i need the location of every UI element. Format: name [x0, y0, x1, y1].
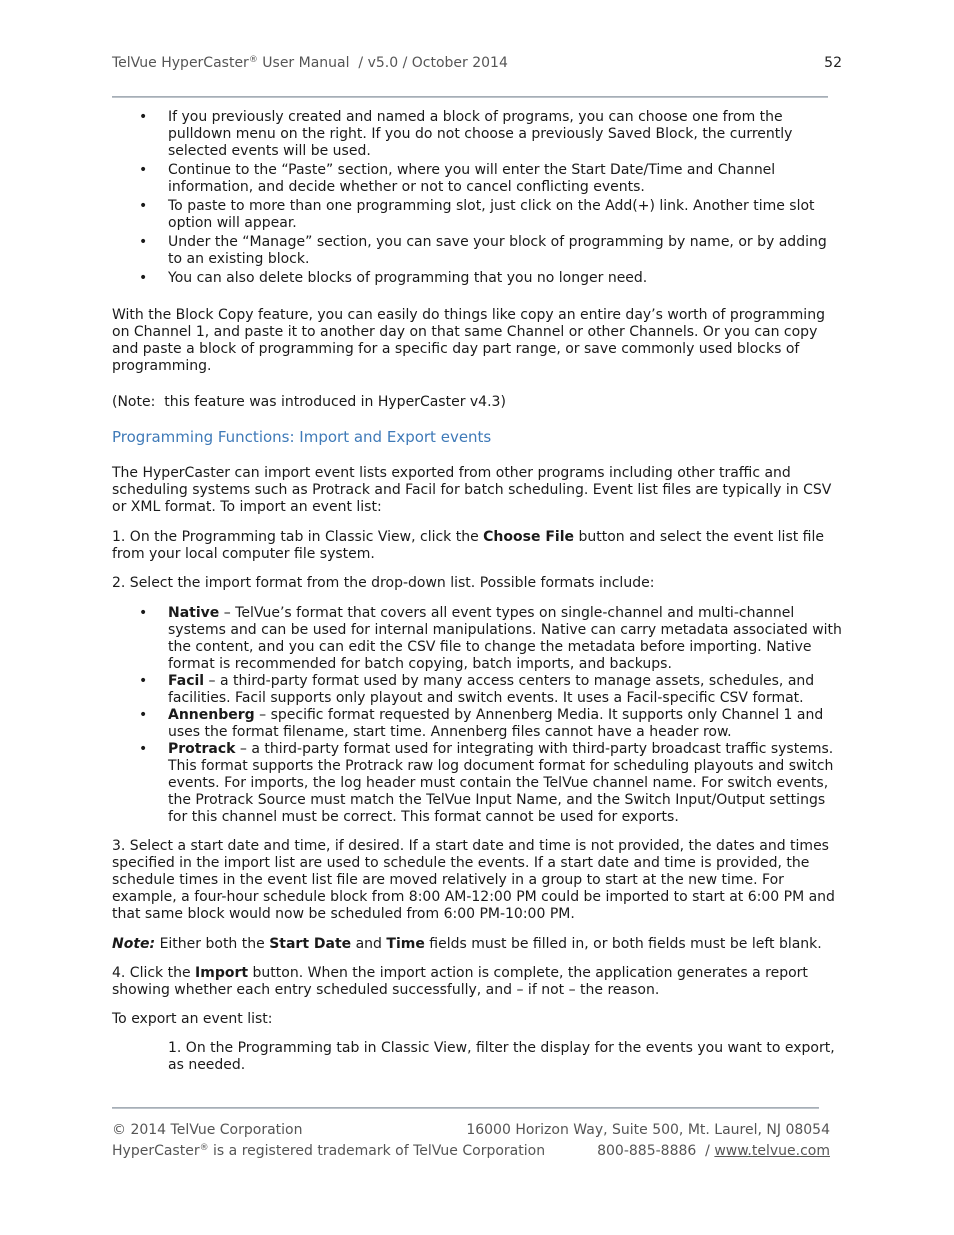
list-item: • Continue to the “Paste” section, where you will enter the Start Date/Time and Channel information, and decide whether or not to cancel conflicting events. — [112, 162, 842, 196]
list-item: • You can also delete blocks of programming that you no longer need. — [112, 270, 842, 287]
import-step-2: 2. Select the import format from the drop-down list. Possible formats include: — [112, 575, 655, 591]
header-divider — [112, 96, 828, 98]
page-number: 52 — [824, 55, 842, 71]
export-step-1: 1. On the Programming tab in Classic View, filter the display for the events you want to export, as needed. — [168, 1040, 835, 1073]
footer-divider — [112, 1107, 819, 1109]
fields-note: Note: Either both the Start Date and Time fields must be filled in, or both fields must be left blank. — [112, 936, 822, 952]
header-title: TelVue HyperCaster® User Manual / v5.0 / October 2014 — [112, 55, 508, 71]
block-copy-paragraph: With the Block Copy feature, you can easily do things like copy an entire day’s worth of programming on Channel 1, and paste it to another day on that same Channel or other Channels. Or you can copy and paste a block of programming for a specific day part range, or save commonly used blocks of programming. — [112, 307, 825, 374]
export-intro: To export an event list: — [112, 1011, 273, 1027]
footer-address: 16000 Horizon Way, Suite 500, Mt. Laurel, NJ 08054 — [466, 1122, 830, 1138]
list-item: • To paste to more than one programming slot, just click on the Add(+) link. Another time slot option will appear. — [112, 198, 842, 232]
footer-trademark: HyperCaster® is a registered trademark of TelVue Corporation — [112, 1143, 546, 1159]
website-link[interactable]: www.telvue.com — [714, 1143, 830, 1159]
format-item-native: • Native – TelVue’s format that covers all event types on single-channel and multi-channel systems and can be used for internal manipulations. Native can carry metadata associated with the content, and you can edit the CSV file to change the metadata before importing. Native format is recommended for batch copying, batch imports, and backups. — [112, 605, 842, 673]
page-body — [112, 109, 842, 1074]
list-item: • Under the “Manage” section, you can save your block of programming by name, or by adding to an existing block. — [112, 234, 842, 268]
import-step-3: 3. Select a start date and time, if desired. If a start date and time is not provided, the dates and times specified in the import list are used to schedule the events. If a start date and time is provided, the schedule times in the event list file are moved relatively in a group to start at the new time. For example, a four-hour schedule block from 8:00 AM-12:00 PM could be imported to start at 6:00 PM and that same block would now be scheduled from 6:00 PM-10:00 PM. — [112, 838, 835, 922]
footer-copyright: © 2014 TelVue Corporation — [112, 1122, 303, 1138]
block-copy-steps — [112, 109, 842, 287]
import-format-list — [112, 605, 842, 826]
import-step-4: 4. Click the Import button. When the import action is complete, the application generates a report showing whether each entry scheduled successfully, and – if not – the reason. — [112, 965, 808, 998]
page-header — [112, 55, 842, 72]
format-item-protrack: • Protrack – a third-party format used for integrating with third-party broadcast traffic systems. This format supports the Protrack raw log document format for scheduling playouts and switch events. For imports, the log header must contain the TelVue channel name. For switch events, the Protrack Source must match the TelVue Input Name, and the Switch Input/Output settings for this channel must be correct. This format cannot be used for exports. — [112, 741, 842, 826]
footer-line-2 — [112, 1143, 830, 1160]
version-note: (Note: this feature was introduced in HyperCaster v4.3) — [112, 394, 506, 410]
format-item-annenberg: • Annenberg – specific format requested by Annenberg Media. It supports only Channel 1 and uses the format filename, start time. Annenberg files cannot have a header row. — [112, 707, 842, 741]
import-intro-paragraph: The HyperCaster can import event lists exported from other programs including other traffic and scheduling systems such as Protrack and Facil for batch scheduling. Event list files are typically in CSV or XML format. To import an event list: — [112, 465, 832, 515]
footer-contact: 800-885-8886 / www.telvue.com — [597, 1143, 830, 1159]
format-item-facil: • Facil – a third-party format used by many access centers to manage assets, schedules, and facilities. Facil supports only playout and switch events. It uses a Facil-specific CSV format. — [112, 673, 842, 707]
section-heading: Programming Functions: Import and Export events — [112, 428, 492, 446]
list-item: • If you previously created and named a block of programs, you can choose one from the pulldown menu on the right. If you do not choose a previously Saved Block, the currently selected events will be used. — [112, 109, 842, 160]
footer-line-1 — [112, 1122, 830, 1139]
import-step-1: 1. On the Programming tab in Classic View, click the Choose File button and select the event list file from your local computer file system. — [112, 529, 824, 562]
